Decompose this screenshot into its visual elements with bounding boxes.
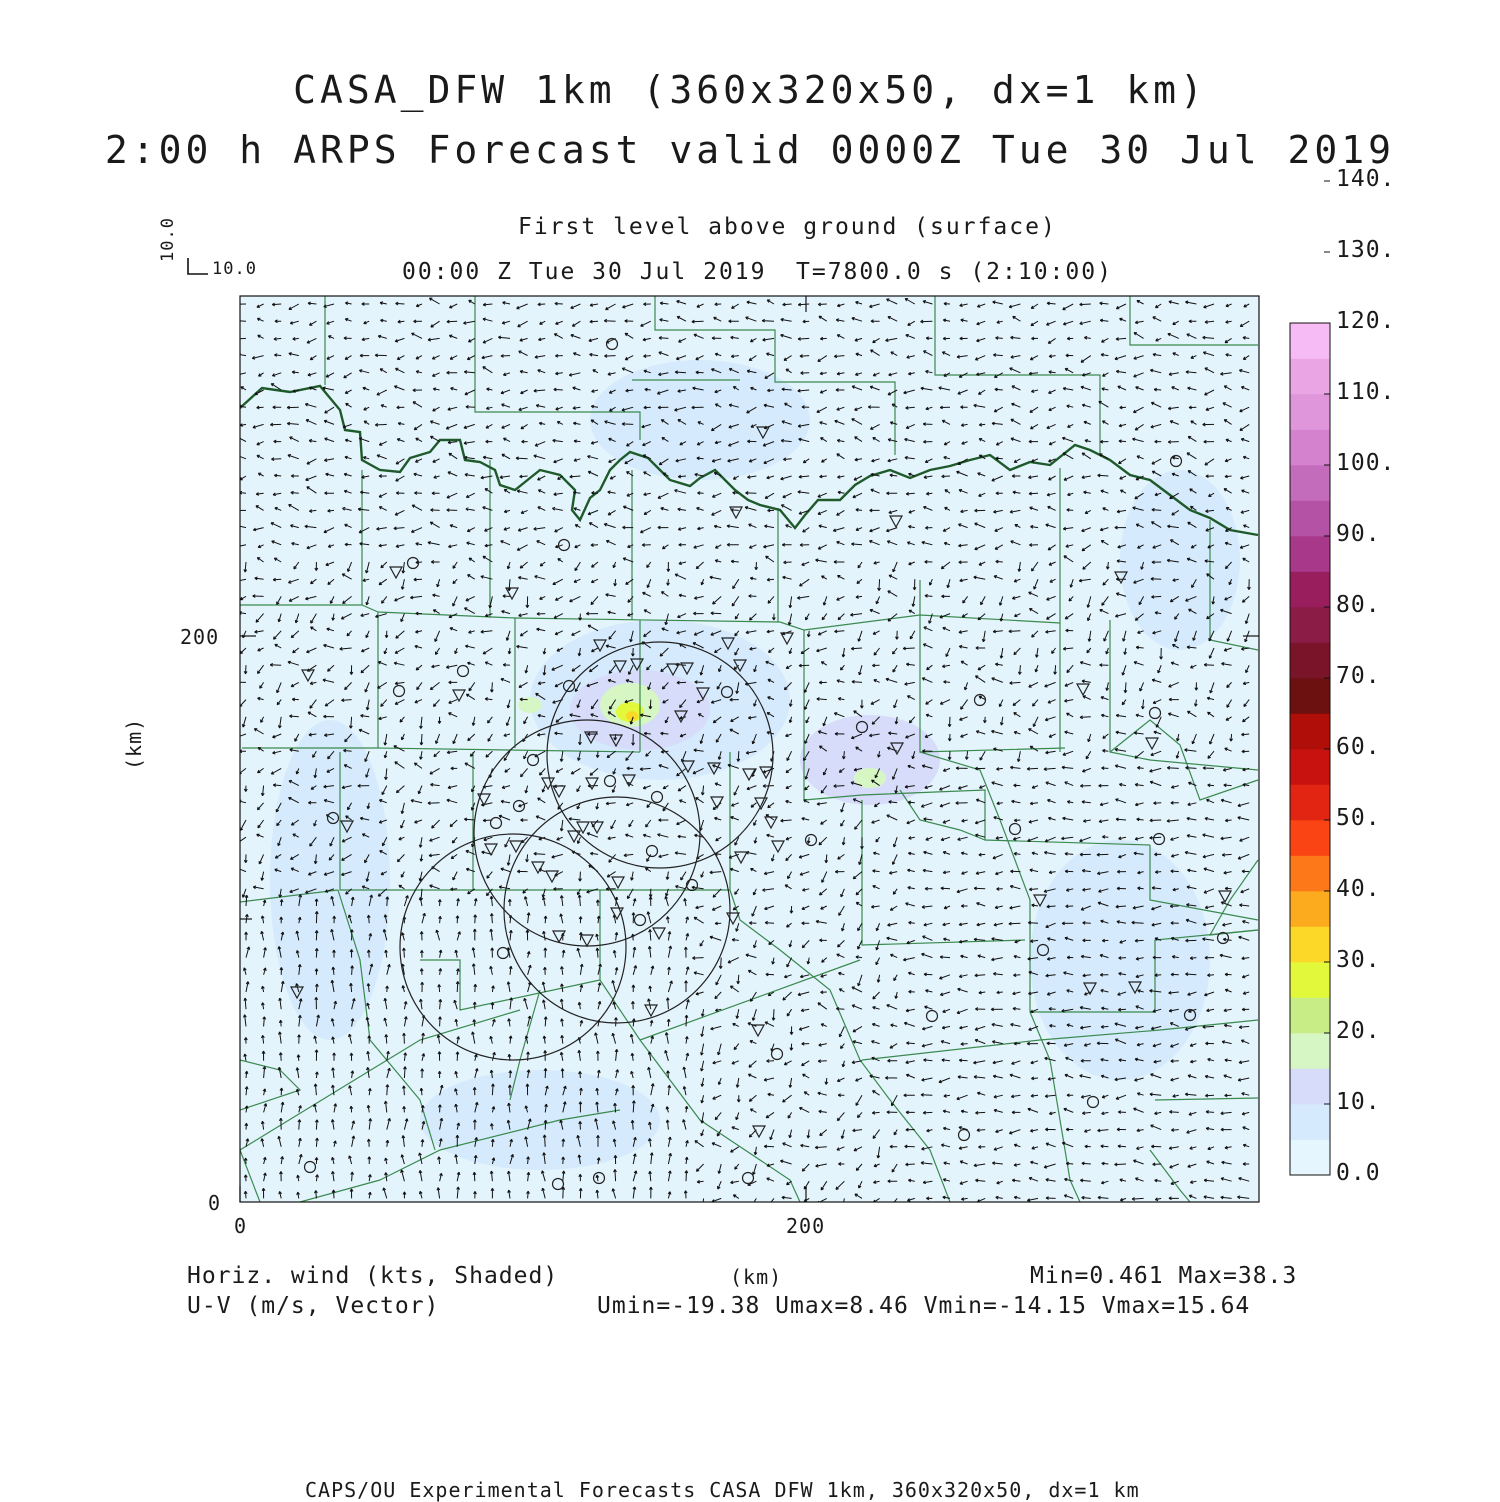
vector-key-u-label: 10.0	[212, 259, 257, 279]
title-line-1: CASA_DFW 1km (360x320x50, dx=1 km)	[293, 68, 1207, 112]
colorbar-swatch	[1290, 1033, 1330, 1069]
colorbar-label: 100.	[1336, 450, 1396, 476]
colorbar-swatch	[1290, 430, 1330, 466]
colorbar	[1290, 181, 1330, 1175]
colorbar-swatch	[1290, 359, 1330, 395]
x-tick-0: 0	[234, 1214, 248, 1238]
colorbar-label: 110.	[1336, 379, 1396, 405]
colorbar-swatch	[1290, 678, 1330, 714]
colorbar-swatch	[1290, 572, 1330, 608]
colorbar-label: 40.	[1336, 876, 1381, 902]
colorbar-swatch	[1290, 998, 1330, 1034]
colorbar-label: 10.	[1336, 1089, 1381, 1115]
colorbar-swatch	[1290, 785, 1330, 821]
colorbar-swatch	[1290, 1140, 1330, 1176]
colorbar-swatch	[1290, 714, 1330, 750]
colorbar-label: 140.	[1336, 166, 1396, 192]
colorbar-swatch	[1290, 1104, 1330, 1140]
x-axis-label: (km)	[730, 1265, 783, 1289]
colorbar-swatch	[1290, 643, 1330, 679]
colorbar-swatch	[1290, 891, 1330, 927]
x-tick-200: 200	[786, 1214, 826, 1238]
colorbar-swatch	[1290, 465, 1330, 501]
colorbar-swatch	[1290, 749, 1330, 785]
vector-key-icon	[188, 258, 208, 274]
colorbar-swatch	[1290, 536, 1330, 572]
colorbar-swatch	[1290, 856, 1330, 892]
colorbar-label: 50.	[1336, 805, 1381, 831]
min-max-stats: Min=0.461 Max=38.3	[1030, 1263, 1298, 1289]
colorbar-label: 30.	[1336, 947, 1381, 973]
colorbar-label: 60.	[1336, 734, 1381, 760]
colorbar-label: 90.	[1336, 521, 1381, 547]
y-axis-label: (km)	[122, 717, 146, 770]
colorbar-swatch	[1290, 820, 1330, 856]
y-tick-200: 200	[180, 625, 220, 649]
colorbar-label: 80.	[1336, 592, 1381, 618]
colorbar-label: 70.	[1336, 663, 1381, 689]
colorbar-label: 130.	[1336, 237, 1396, 263]
valid-time: 00:00 Z Tue 30 Jul 2019	[402, 259, 767, 285]
y-tick-0: 0	[208, 1191, 222, 1215]
colorbar-label: 120.	[1336, 308, 1396, 334]
model-time: T=7800.0 s (2:10:00)	[796, 259, 1113, 285]
title-line-2: 2:00 h ARPS Forecast valid 0000Z Tue 30 Jul 2019	[104, 128, 1396, 172]
colorbar-swatch	[1290, 962, 1330, 998]
colorbar-swatch	[1290, 607, 1330, 643]
footer-credit: CAPS/OU Experimental Forecasts CASA DFW 1km, 360x320x50, dx=1 km	[305, 1478, 1140, 1502]
colorbar-swatch	[1290, 501, 1330, 537]
colorbar-label: 0.0	[1336, 1160, 1381, 1186]
field-legend: Horiz. wind (kts, Shaded)	[187, 1263, 559, 1289]
colorbar-label: 20.	[1336, 1018, 1381, 1044]
colorbar-swatch	[1290, 927, 1330, 963]
vector-key-v-label: 10.0	[158, 217, 178, 262]
colorbar-swatch	[1290, 1069, 1330, 1105]
level-label: First level above ground (surface)	[518, 214, 1057, 240]
vector-legend: U-V (m/s, Vector)	[187, 1293, 440, 1319]
uv-stats: Umin=-19.38 Umax=8.46 Vmin=-14.15 Vmax=15.64	[597, 1293, 1251, 1319]
colorbar-swatch	[1290, 394, 1330, 430]
colorbar-swatch	[1290, 323, 1330, 359]
